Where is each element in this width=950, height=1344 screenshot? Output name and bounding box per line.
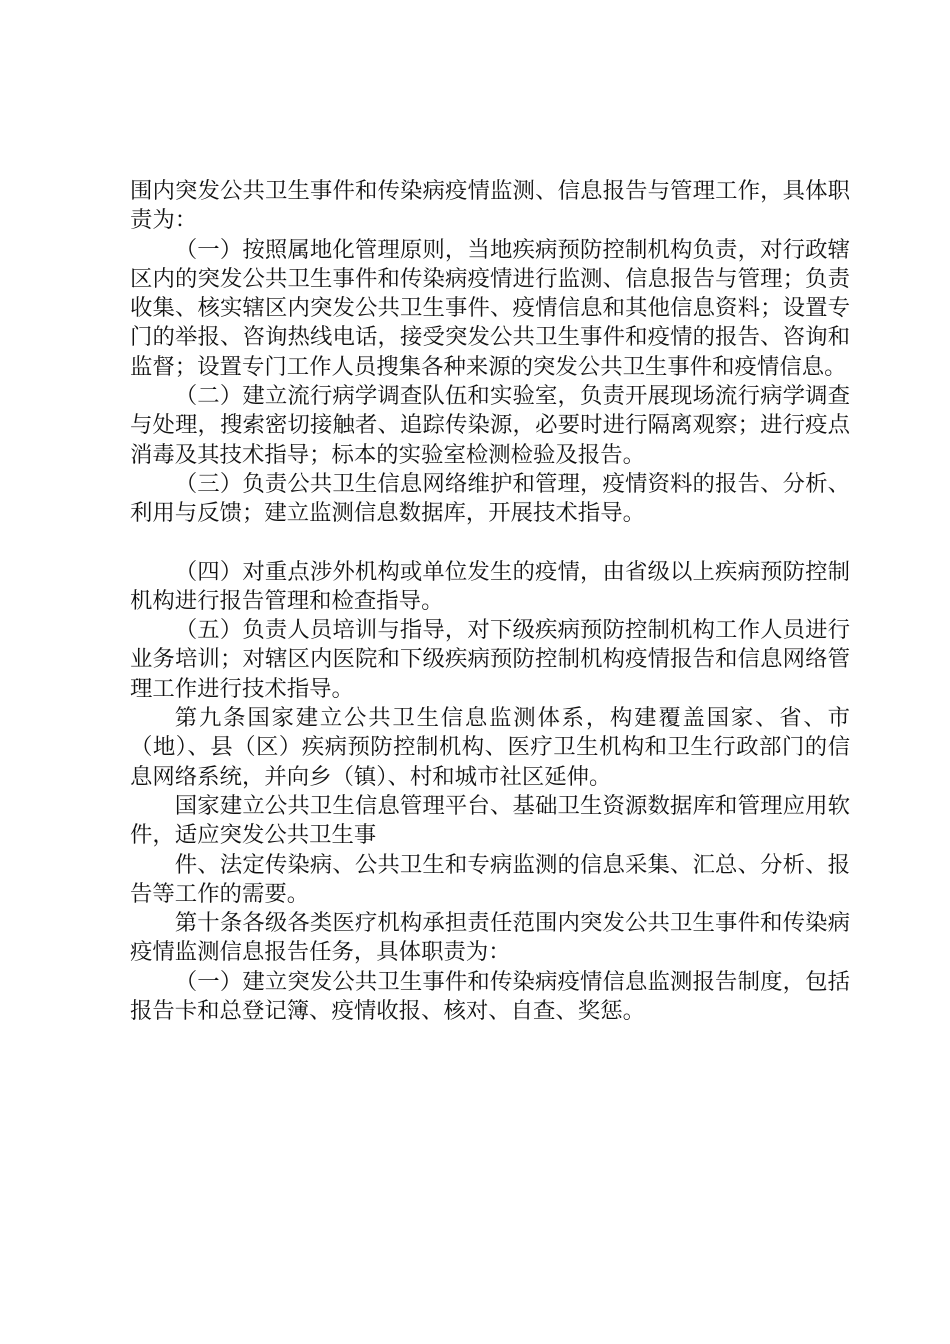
paragraph-2: （一）按照属地化管理原则，当地疾病预防控制机构负责，对行政辖区内的突发公共卫生事件和传染病疫情进行监测、信息报告与管理；负责收集、核实辖区内突发公共卫生事件、疫情信息和其他信息资料；设置专门的举报、咨询热线电话，接受突发公共卫生事件和疫情的报告、咨询和监督；设置专门工作人员搜集各种来源的突发公共卫生事件和疫情信息。 xyxy=(130,236,850,380)
paragraph-7: 第九条国家建立公共卫生信息监测体系，构建覆盖国家、省、市（地）、县（区）疾病预防控制机构、医疗卫生机构和卫生行政部门的信息网络系统，并向乡（镇）、村和城市社区延伸。 xyxy=(130,705,850,790)
paragraph-10: 第十条各级各类医疗机构承担责任范围内突发公共卫生事件和传染病疫情监测信息报告任务，具体职责为： xyxy=(130,910,850,966)
paragraph-3: （二）建立流行病学调查队伍和实验室，负责开展现场流行病学调查与处理，搜索密切接触者、追踪传染源，必要时进行隔离观察；进行疫点消毒及其技术指导；标本的实验室检测检验及报告。 xyxy=(130,383,850,468)
document-body xyxy=(130,177,850,1026)
paragraph-1: 围内突发公共卫生事件和传染病疫情监测、信息报告与管理工作，具体职责为： xyxy=(130,178,850,234)
paragraph-6: （五）负责人员培训与指导，对下级疾病预防控制机构工作人员进行业务培训；对辖区内医院和下级疾病预防控制机构疫情报告和信息网络管理工作进行技术指导。 xyxy=(130,617,850,702)
paragraph-9: 件、法定传染病、公共卫生和专病监测的信息采集、汇总、分析、报告等工作的需要。 xyxy=(130,851,850,907)
paragraph-5: （四）对重点涉外机构或单位发生的疫情，由省级以上疾病预防控制机构进行报告管理和检查指导。 xyxy=(130,558,850,614)
paragraph-8: 国家建立公共卫生信息管理平台、基础卫生资源数据库和管理应用软件，适应突发公共卫生事 xyxy=(130,792,850,849)
paragraph-gap xyxy=(130,529,850,558)
paragraph-11: （一）建立突发公共卫生事件和传染病疫情信息监测报告制度，包括报告卡和总登记簿、疫情收报、核对、自查、奖惩。 xyxy=(130,968,850,1025)
paragraph-4: （三）负责公共卫生信息网络维护和管理，疫情资料的报告、分析、利用与反馈；建立监测信息数据库，开展技术指导。 xyxy=(130,470,850,527)
